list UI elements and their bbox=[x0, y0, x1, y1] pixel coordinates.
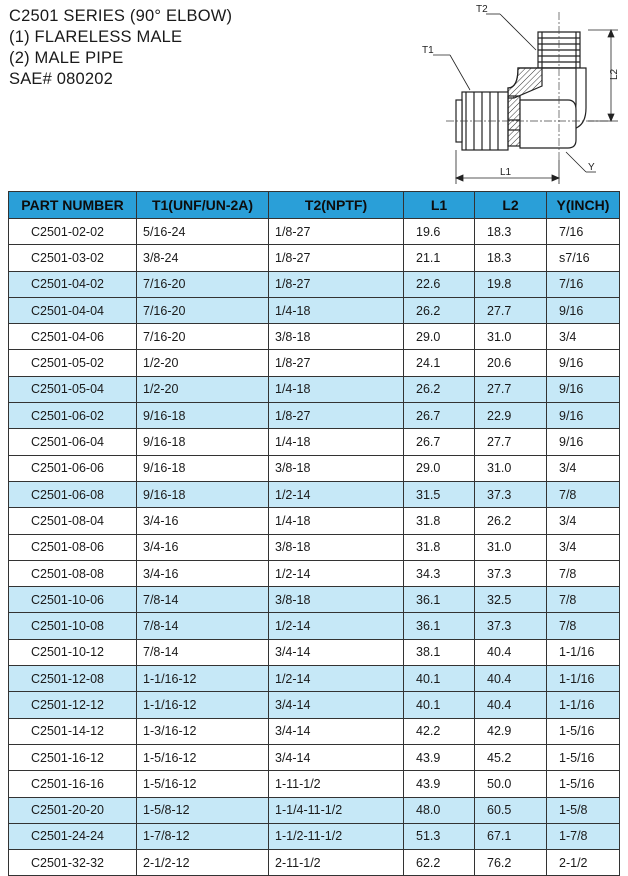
elbow-drawing bbox=[418, 0, 623, 190]
l1-cell: 31.8 bbox=[404, 508, 475, 534]
t2-cell: 1-1/4-11-1/2 bbox=[269, 797, 404, 823]
t2-cell: 3/4-14 bbox=[269, 639, 404, 665]
table-row bbox=[9, 481, 620, 507]
l2-cell: 27.7 bbox=[475, 376, 547, 402]
table-row bbox=[9, 666, 620, 692]
y-cell: 3/4 bbox=[547, 455, 620, 481]
y-cell: 1-1/16 bbox=[547, 639, 620, 665]
part-number-cell: C2501-12-08 bbox=[9, 666, 137, 692]
l1-cell: 22.6 bbox=[404, 271, 475, 297]
t1-cell: 9/16-18 bbox=[137, 455, 269, 481]
t1-cell: 9/16-18 bbox=[137, 403, 269, 429]
part-number-cell: C2501-03-02 bbox=[9, 245, 137, 271]
t1-cell: 7/8-14 bbox=[137, 639, 269, 665]
y-cell: 1-7/8 bbox=[547, 823, 620, 849]
l2-cell: 45.2 bbox=[475, 744, 547, 770]
l2-cell: 20.6 bbox=[475, 350, 547, 376]
t1-cell: 7/16-20 bbox=[137, 297, 269, 323]
l1-cell: 29.0 bbox=[404, 455, 475, 481]
table-row bbox=[9, 744, 620, 770]
l2-cell: 40.4 bbox=[475, 666, 547, 692]
part-number-cell: C2501-12-12 bbox=[9, 692, 137, 718]
t2-cell: 1/8-27 bbox=[269, 245, 404, 271]
t2-cell: 1/2-14 bbox=[269, 613, 404, 639]
l1-cell: 24.1 bbox=[404, 350, 475, 376]
t1-cell: 1-1/16-12 bbox=[137, 692, 269, 718]
part-number-cell: C2501-08-08 bbox=[9, 560, 137, 586]
header-t2: T2(NPTF) bbox=[269, 192, 404, 219]
y-cell: 1-5/16 bbox=[547, 771, 620, 797]
t2-cell: 1/2-14 bbox=[269, 481, 404, 507]
table-row bbox=[9, 560, 620, 586]
t2-cell: 1/4-18 bbox=[269, 508, 404, 534]
y-cell: 9/16 bbox=[547, 429, 620, 455]
t1-cell: 7/8-14 bbox=[137, 613, 269, 639]
table-row bbox=[9, 639, 620, 665]
table-row bbox=[9, 403, 620, 429]
t2-cell: 1/8-27 bbox=[269, 350, 404, 376]
t2-cell: 1/2-14 bbox=[269, 560, 404, 586]
t2-cell: 1-11-1/2 bbox=[269, 771, 404, 797]
table-row bbox=[9, 245, 620, 271]
y-cell: 7/8 bbox=[547, 481, 620, 507]
l1-cell: 26.7 bbox=[404, 429, 475, 455]
table-row bbox=[9, 534, 620, 560]
header-y: Y(INCH) bbox=[547, 192, 620, 219]
t1-cell: 9/16-18 bbox=[137, 481, 269, 507]
y-cell: 7/8 bbox=[547, 560, 620, 586]
l2-cell: 37.3 bbox=[475, 481, 547, 507]
end-type-2: (2) MALE PIPE bbox=[9, 49, 124, 67]
part-number-cell: C2501-10-12 bbox=[9, 639, 137, 665]
l2-cell: 26.2 bbox=[475, 508, 547, 534]
l1-label: L1 bbox=[500, 167, 512, 178]
y-cell: 1-5/8 bbox=[547, 797, 620, 823]
l1-cell: 62.2 bbox=[404, 850, 475, 876]
l1-cell: 31.5 bbox=[404, 481, 475, 507]
l1-cell: 19.6 bbox=[404, 219, 475, 245]
table-row bbox=[9, 850, 620, 876]
t2-cell: 3/4-14 bbox=[269, 692, 404, 718]
l1-cell: 26.2 bbox=[404, 297, 475, 323]
table-row bbox=[9, 587, 620, 613]
t1-cell: 3/8-24 bbox=[137, 245, 269, 271]
table-row bbox=[9, 219, 620, 245]
y-cell: 2-1/2 bbox=[547, 850, 620, 876]
t1-cell: 1-7/8-12 bbox=[137, 823, 269, 849]
part-number-cell: C2501-08-04 bbox=[9, 508, 137, 534]
t1-cell: 7/8-14 bbox=[137, 587, 269, 613]
t2-cell: 1-1/2-11-1/2 bbox=[269, 823, 404, 849]
t1-cell: 3/4-16 bbox=[137, 508, 269, 534]
table-row bbox=[9, 271, 620, 297]
l1-cell: 26.2 bbox=[404, 376, 475, 402]
l1-cell: 31.8 bbox=[404, 534, 475, 560]
table-row bbox=[9, 429, 620, 455]
table-row bbox=[9, 692, 620, 718]
l1-cell: 36.1 bbox=[404, 587, 475, 613]
part-number-cell: C2501-05-04 bbox=[9, 376, 137, 402]
t2-cell: 3/8-18 bbox=[269, 455, 404, 481]
y-cell: 1-1/16 bbox=[547, 692, 620, 718]
part-number-cell: C2501-05-02 bbox=[9, 350, 137, 376]
table-row bbox=[9, 508, 620, 534]
t1-cell: 7/16-20 bbox=[137, 271, 269, 297]
l2-label: L2 bbox=[609, 68, 620, 80]
y-cell: 7/8 bbox=[547, 613, 620, 639]
y-cell: 3/4 bbox=[547, 508, 620, 534]
part-number-cell: C2501-08-06 bbox=[9, 534, 137, 560]
part-number-cell: C2501-04-02 bbox=[9, 271, 137, 297]
part-number-cell: C2501-04-06 bbox=[9, 324, 137, 350]
l2-cell: 22.9 bbox=[475, 403, 547, 429]
l1-cell: 51.3 bbox=[404, 823, 475, 849]
table-body bbox=[9, 219, 620, 876]
part-number-cell: C2501-32-32 bbox=[9, 850, 137, 876]
l2-cell: 67.1 bbox=[475, 823, 547, 849]
l2-cell: 76.2 bbox=[475, 850, 547, 876]
l2-cell: 40.4 bbox=[475, 692, 547, 718]
t2-cell: 1/2-14 bbox=[269, 666, 404, 692]
l2-cell: 40.4 bbox=[475, 639, 547, 665]
part-number-cell: C2501-24-24 bbox=[9, 823, 137, 849]
t1-label: T1 bbox=[422, 45, 434, 56]
spec-table bbox=[8, 191, 620, 876]
y-cell: 1-5/16 bbox=[547, 744, 620, 770]
part-number-cell: C2501-04-04 bbox=[9, 297, 137, 323]
l2-cell: 18.3 bbox=[475, 245, 547, 271]
l2-cell: 32.5 bbox=[475, 587, 547, 613]
part-number-cell: C2501-06-04 bbox=[9, 429, 137, 455]
t1-cell: 1-3/16-12 bbox=[137, 718, 269, 744]
t1-cell: 1/2-20 bbox=[137, 350, 269, 376]
t2-cell: 2-11-1/2 bbox=[269, 850, 404, 876]
l2-cell: 50.0 bbox=[475, 771, 547, 797]
t1-cell: 3/4-16 bbox=[137, 534, 269, 560]
sae-number: SAE# 080202 bbox=[9, 70, 114, 88]
part-number-cell: C2501-02-02 bbox=[9, 219, 137, 245]
header-part-number: PART NUMBER bbox=[9, 192, 137, 219]
table-row bbox=[9, 613, 620, 639]
y-label: Y bbox=[588, 162, 595, 173]
t2-cell: 1/4-18 bbox=[269, 297, 404, 323]
y-cell: 1-1/16 bbox=[547, 666, 620, 692]
t1-cell: 1-5/16-12 bbox=[137, 744, 269, 770]
l1-cell: 38.1 bbox=[404, 639, 475, 665]
part-number-cell: C2501-16-16 bbox=[9, 771, 137, 797]
l1-cell: 40.1 bbox=[404, 666, 475, 692]
t2-cell: 3/4-14 bbox=[269, 718, 404, 744]
l2-cell: 18.3 bbox=[475, 219, 547, 245]
l2-cell: 60.5 bbox=[475, 797, 547, 823]
t1-cell: 5/16-24 bbox=[137, 219, 269, 245]
l1-cell: 42.2 bbox=[404, 718, 475, 744]
header-l2: L2 bbox=[475, 192, 547, 219]
t1-cell: 1-5/16-12 bbox=[137, 771, 269, 797]
l1-cell: 43.9 bbox=[404, 744, 475, 770]
l1-cell: 43.9 bbox=[404, 771, 475, 797]
table-row bbox=[9, 350, 620, 376]
table-row bbox=[9, 823, 620, 849]
y-cell: 7/16 bbox=[547, 219, 620, 245]
l2-cell: 37.3 bbox=[475, 613, 547, 639]
table-row bbox=[9, 797, 620, 823]
l2-cell: 31.0 bbox=[475, 534, 547, 560]
l1-cell: 26.7 bbox=[404, 403, 475, 429]
t2-cell: 1/4-18 bbox=[269, 376, 404, 402]
part-number-cell: C2501-06-06 bbox=[9, 455, 137, 481]
end-type-1: (1) FLARELESS MALE bbox=[9, 28, 183, 46]
l2-cell: 31.0 bbox=[475, 455, 547, 481]
table-row bbox=[9, 297, 620, 323]
t1-cell: 3/4-16 bbox=[137, 560, 269, 586]
series-title: C2501 SERIES (90° ELBOW) bbox=[9, 7, 233, 25]
table-row bbox=[9, 771, 620, 797]
part-number-cell: C2501-20-20 bbox=[9, 797, 137, 823]
part-number-cell: C2501-06-02 bbox=[9, 403, 137, 429]
t2-cell: 3/8-18 bbox=[269, 587, 404, 613]
l1-cell: 29.0 bbox=[404, 324, 475, 350]
header-l1: L1 bbox=[404, 192, 475, 219]
t1-cell: 7/16-20 bbox=[137, 324, 269, 350]
y-cell: 9/16 bbox=[547, 403, 620, 429]
l2-cell: 42.9 bbox=[475, 718, 547, 744]
y-cell: 7/16 bbox=[547, 271, 620, 297]
y-cell: 3/4 bbox=[547, 534, 620, 560]
y-cell: 9/16 bbox=[547, 376, 620, 402]
t2-cell: 1/4-18 bbox=[269, 429, 404, 455]
l2-cell: 27.7 bbox=[475, 297, 547, 323]
l1-cell: 36.1 bbox=[404, 613, 475, 639]
t1-cell: 2-1/2-12 bbox=[137, 850, 269, 876]
l2-cell: 19.8 bbox=[475, 271, 547, 297]
l1-cell: 48.0 bbox=[404, 797, 475, 823]
y-cell: 9/16 bbox=[547, 297, 620, 323]
l2-cell: 27.7 bbox=[475, 429, 547, 455]
y-cell: 9/16 bbox=[547, 350, 620, 376]
table-row bbox=[9, 455, 620, 481]
t1-cell: 9/16-18 bbox=[137, 429, 269, 455]
table-row bbox=[9, 324, 620, 350]
part-number-cell: C2501-06-08 bbox=[9, 481, 137, 507]
l2-cell: 31.0 bbox=[475, 324, 547, 350]
header-t1: T1(UNF/UN-2A) bbox=[137, 192, 269, 219]
table-header-row bbox=[9, 192, 620, 219]
y-cell: s7/16 bbox=[547, 245, 620, 271]
t1-cell: 1/2-20 bbox=[137, 376, 269, 402]
part-number-cell: C2501-10-06 bbox=[9, 587, 137, 613]
t2-cell: 3/4-14 bbox=[269, 744, 404, 770]
t2-cell: 1/8-27 bbox=[269, 219, 404, 245]
t1-cell: 1-5/8-12 bbox=[137, 797, 269, 823]
l2-cell: 37.3 bbox=[475, 560, 547, 586]
l1-cell: 34.3 bbox=[404, 560, 475, 586]
y-cell: 7/8 bbox=[547, 587, 620, 613]
y-cell: 1-5/16 bbox=[547, 718, 620, 744]
part-number-cell: C2501-16-12 bbox=[9, 744, 137, 770]
t2-cell: 3/8-18 bbox=[269, 324, 404, 350]
y-cell: 3/4 bbox=[547, 324, 620, 350]
t2-cell: 1/8-27 bbox=[269, 403, 404, 429]
l1-cell: 21.1 bbox=[404, 245, 475, 271]
table-row bbox=[9, 718, 620, 744]
title-block bbox=[9, 6, 232, 90]
t2-cell: 3/8-18 bbox=[269, 534, 404, 560]
table-row bbox=[9, 376, 620, 402]
part-number-cell: C2501-10-08 bbox=[9, 613, 137, 639]
t1-cell: 1-1/16-12 bbox=[137, 666, 269, 692]
t2-cell: 1/8-27 bbox=[269, 271, 404, 297]
l1-cell: 40.1 bbox=[404, 692, 475, 718]
t2-label: T2 bbox=[476, 4, 488, 15]
part-number-cell: C2501-14-12 bbox=[9, 718, 137, 744]
